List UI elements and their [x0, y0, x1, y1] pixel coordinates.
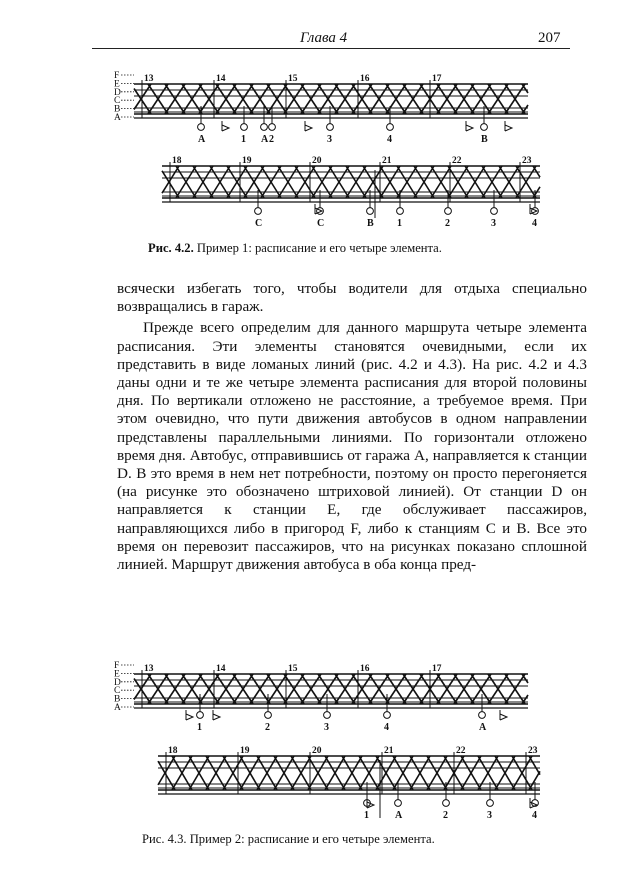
fig43-row1-marker-label: 2 [265, 722, 270, 733]
fig42-row2-marker-label: B [367, 218, 374, 229]
fig43-row2-marker-label: 4 [532, 810, 537, 821]
fig43-row2-hour-label: 22 [456, 746, 466, 756]
figure-4-3-caption-text: Пример 2: расписание и его четыре элемента. [189, 832, 435, 846]
fig43-row1-hour-label: 15 [288, 664, 298, 674]
fig43-row1-band [134, 664, 528, 708]
fig42-row2-hour-label: 23 [522, 156, 532, 166]
fig42-row2-marker-label: 1 [397, 218, 402, 229]
figure-4-2-caption-label: Рис. 4.2. [148, 241, 194, 255]
paragraph-2: Прежде всего определим для данного маршрута четыре элемента расписания. Эти элементы становятся очевидными, если их представить в виде ломаных линий (рис. 4.2 и 4.3). На рис. 4.2 и 4.3 даны одни и те же четыре элемента расписания для второй половины дня. По вертикали отложено не расстояние, а требуемое время. При этом очевидно, что пути движения автобусов в одном направлении представлены параллельными линиями. По горизонтали отложено время дня. Автобус, отправившись от гаража A, направляется к станции D. В это время в нем нет потребности, поэтому он просто перегоняется (на рисунке это обозначено штриховой линией). От станции D он направляется к станции E, где обслуживает пассажиров, направляющихся либо в пригород F, либо к станциям C и B. Все это время он перевозит пассажиров, что на рисунках показано сплошной линией. Маршрут движения автобуса в оба конца пред- [117, 319, 587, 574]
fig43-row2-hour-label: 23 [528, 746, 538, 756]
fig43-row2-marker-circle [395, 800, 402, 807]
fig43-row1-marker-label: A [479, 722, 487, 733]
fig42-station-label: B [114, 104, 121, 115]
fig43-station-label: C [114, 686, 121, 697]
fig43-station-label: D [114, 677, 121, 688]
fig43-row1-hour-label: 14 [216, 664, 226, 674]
fig42-row1-marker-label: 3 [327, 134, 332, 145]
fig43-row1-flag [186, 710, 193, 720]
fig42-row2-hour-label: 20 [312, 156, 322, 166]
fig42-row1-marker-label: 2 [269, 134, 274, 145]
fig42-station-label: E [114, 79, 120, 90]
fig43-row2-marker-circle [487, 800, 494, 807]
fig43-row1-marker-circle [265, 712, 272, 719]
fig43-row2-marker-label: A [395, 810, 403, 821]
figure-4-2-caption-text: Пример 1: расписание и его четыре элемента. [196, 241, 442, 255]
fig42-station-label: F [114, 71, 120, 81]
fig43-row1-marker-circle [197, 712, 204, 719]
fig43-row1-marker-circle [384, 712, 391, 719]
fig42-row1-marker-label: 1 [241, 134, 246, 145]
fig42-row1-hour-label: 17 [432, 74, 442, 84]
fig43-row1-marker-circle [479, 712, 486, 719]
fig42-row2-hour-label: 19 [242, 156, 252, 166]
fig42-station-label: A [114, 113, 121, 123]
fig42-station-label: D [114, 87, 121, 98]
fig43-row2-marker-label: 3 [487, 810, 492, 821]
fig42-row2-marker-label: C [317, 218, 325, 229]
fig43-row2-marker-circle [443, 800, 450, 807]
fig43-row1-marker-label: 1 [197, 722, 202, 733]
fig43-station-label: E [114, 669, 120, 680]
fig42-row2-marker-label: 3 [491, 218, 496, 229]
fig43-station-label: B [114, 694, 121, 705]
fig43-row1-flag [213, 710, 220, 720]
fig42-row2-hour-label: 22 [452, 156, 462, 166]
fig43-station-label: A [114, 703, 121, 713]
fig42-row2-hour-label: 21 [382, 156, 392, 166]
fig43-row2-marker-label: 1 [364, 810, 369, 821]
fig42-row2-marker-label: C [255, 218, 263, 229]
fig43-row2-hour-label: 18 [168, 746, 178, 756]
page-number: 207 [538, 30, 561, 46]
fig42-row1-hour-label: 16 [360, 74, 370, 84]
fig42-row1-marker-label: B [481, 134, 488, 145]
fig43-row1-hour-label: 16 [360, 664, 370, 674]
fig43-station-label: F [114, 661, 120, 671]
fig42-row1-hour-label: 14 [216, 74, 226, 84]
figure-4-3-caption-label: Рис. 4.3. [142, 832, 187, 846]
fig43-row2-band [158, 746, 540, 794]
fig42-row1-marker-label: A [261, 134, 269, 145]
fig43-row2-hour-label: 19 [240, 746, 250, 756]
fig43-row1-marker-label: 4 [384, 722, 389, 733]
fig42-row2-hour-label: 18 [172, 156, 182, 166]
figure-4-3-caption [142, 832, 435, 847]
fig43-row2-hour-label: 21 [384, 746, 394, 756]
fig42-row1-marker-label: 4 [387, 134, 392, 145]
fig42-row2-marker-label: 4 [532, 218, 537, 229]
fig43-row2-trip-line [529, 756, 540, 775]
fig42-row1-hour-label: 15 [288, 74, 298, 84]
fig43-row2-marker-label: 2 [443, 810, 448, 821]
fig43-row1-flag [500, 710, 507, 720]
fig43-row1-hour-label: 13 [144, 664, 154, 674]
fig43-row2-hour-label: 20 [312, 746, 322, 756]
fig42-row1-hour-label: 13 [144, 74, 154, 84]
paragraph-1: всячески избегать того, чтобы водители для отдыха специально возвращались в гараж. [117, 280, 587, 316]
running-title: Глава 4 [300, 30, 348, 46]
fig42-station-label: C [114, 96, 121, 107]
fig43-row1-hour-label: 17 [432, 664, 442, 674]
fig43-row1-marker-label: 3 [324, 722, 329, 733]
fig43-row1-marker-circle [324, 712, 331, 719]
fig42-row1-marker-label: A [198, 134, 206, 145]
fig42-row2-marker-label: 2 [445, 218, 450, 229]
